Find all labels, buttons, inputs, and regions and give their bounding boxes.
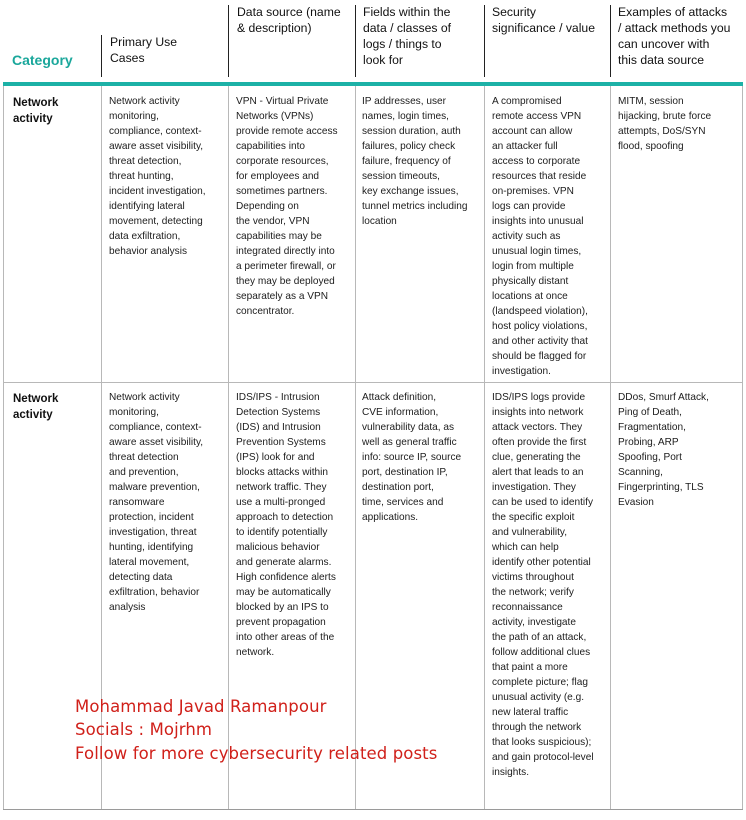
cell-category: Network activity bbox=[13, 393, 59, 421]
header-divider bbox=[610, 5, 611, 77]
header-fields: Fields within the data / classes of logs / things to look for bbox=[363, 5, 452, 67]
cell-primary-use: Network activity monitoring, compliance, context- aware asset visibility, threat detection and prevention, malware prevention, ransomware protection, incident investigation, threat hunting, identifying lateral movement, detecting data exfiltration, behavior analysis bbox=[109, 392, 204, 613]
header-security: Security significance / value bbox=[492, 5, 595, 35]
cell-examples: DDos, Smurf Attack, Ping of Death, Fragmentation, Probing, ARP Spoofing, Port Scanning, Fingerprinting, TLS Evasion bbox=[618, 392, 709, 508]
header-data-source: Data source (name & description) bbox=[237, 5, 341, 35]
header-divider bbox=[101, 35, 102, 77]
header-divider bbox=[355, 5, 356, 77]
cell-security: A compromised remote access VPN account can allow an attacker full access to corporate resources that reside on-premises. VPN logs can provide insights into unusual activity such as unusual login times, login from multiple physically distant locations at once (landspeed violation), host policy violations, and other activity that should be flagged for investigation. bbox=[492, 96, 588, 377]
header-examples: Examples of attacks / attack methods you can uncover with this data source bbox=[618, 5, 731, 67]
cell-fields: IP addresses, user names, login times, session duration, auth failures, policy check failure, frequency of session timeouts, key exchange issues, tunnel metrics including location bbox=[362, 96, 468, 227]
watermark-socials: Socials : Mojrhm bbox=[75, 720, 213, 739]
header-primary-use: Primary Use Cases bbox=[110, 35, 178, 65]
cell-examples: MITM, session hijacking, brute force attempts, DoS/SYN flood, spoofing bbox=[618, 96, 712, 152]
header-divider bbox=[228, 5, 229, 77]
header-divider bbox=[484, 5, 485, 77]
table-header bbox=[0, 0, 746, 82]
cell-data-source: VPN - Virtual Private Networks (VPNs) provide remote access capabilities into corporate resources, for employees and sometimes partners. Depending on the vendor, VPN capabilities may be integrated directly into a perimeter firewall, or they may be deployed separately as a VPN concentrator. bbox=[236, 96, 338, 317]
header-category: Category bbox=[12, 52, 73, 68]
watermark-author: Mohammad Javad Ramanpour bbox=[75, 697, 327, 716]
cell-category: Network activity bbox=[13, 97, 59, 125]
cell-data-source: IDS/IPS - Intrusion Detection Systems (IDS) and Intrusion Prevention Systems (IPS) look for and blocks attacks within network traffic. They use a multi-pronged approach to detection to identify potentially malicious behavior and generate alarms. High confidence alerts may be automatically blocked by an IPS to prevent propagation into other areas of the network. bbox=[236, 392, 336, 658]
cell-primary-use: Network activity monitoring, compliance, context- aware asset visibility, threat detection, threat hunting, incident investigation, identifying lateral movement, detecting data exfiltration, behavior analysis bbox=[109, 96, 206, 257]
watermark-follow: Follow for more cybersecurity related posts bbox=[75, 744, 438, 763]
table-cell bbox=[3, 86, 101, 382]
cell-fields: Attack definition, CVE information, vulnerability data, as well as general traffic info: source IP, source port, destination IP, destination port, time, services and applications. bbox=[362, 392, 462, 523]
cell-security: IDS/IPS logs provide insights into network attack vectors. They often provide the first clue, generating the alert that leads to an investigation. They can be used to identify the specific exploit and vulnerability, which can help identify other potential victims throughout the network; verify reconnaissance activity, investigate the path of an attack, follow additional clues that paint a more complete picture; flag unusual activity (e.g. new lateral traffic through the network that looks suspicious); and gain protocol-level insights. bbox=[492, 392, 594, 778]
table-row bbox=[3, 86, 743, 383]
